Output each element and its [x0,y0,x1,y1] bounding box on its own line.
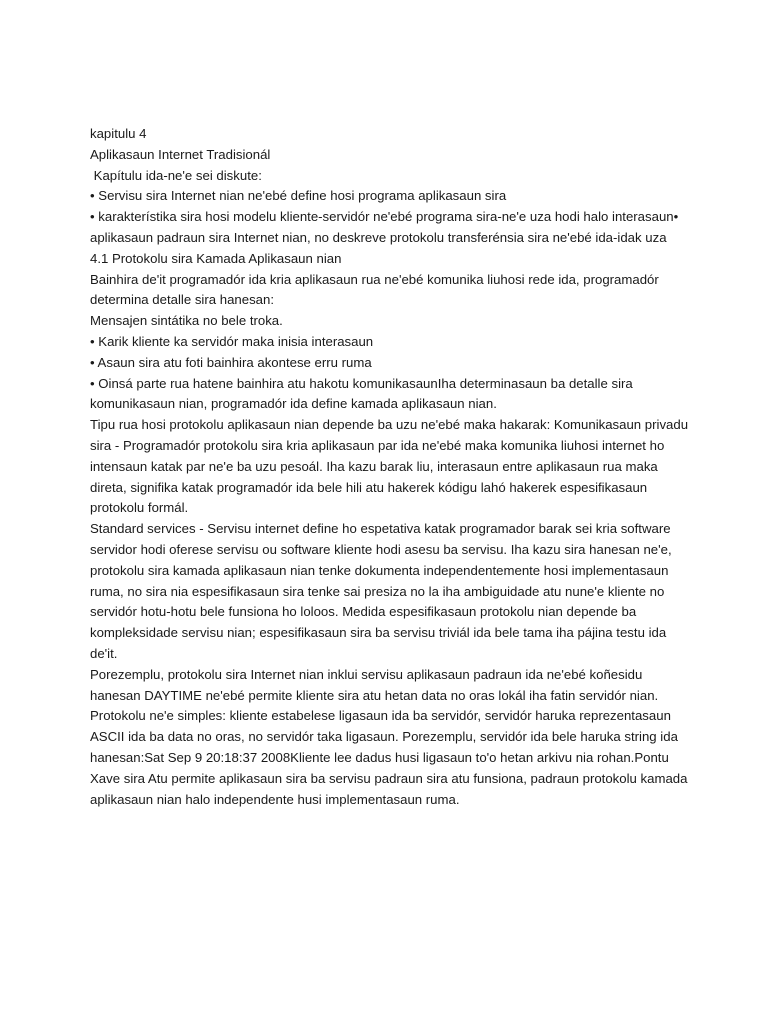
details-label: Mensajen sintátika no bele troka. [90,313,283,329]
bullet-detail-2: • Asaun sira atu foti bainhira akontese erru ruma [90,354,372,370]
document-page [90,124,690,810]
bullet-intro-2: • karakterístika sira hosi modelu kliente-servidór ne'ebé programa sira-ne'e uza hodi halo interasaun• aplikasaun padraun sira Internet nian, no deskreve protokolu transferénsia sira ne'ebé ida-idak uza [90,209,679,245]
bullet-intro-1: • Servisu sira Internet nian ne'ebé define hosi programa aplikasaun sira [90,188,507,204]
paragraph-protocol-types: Tipu rua hosi protokolu aplikasaun nian depende ba uzu ne'ebé maka hakarak: Komunikasaun privadu sira - Programadór protokolu sira kria aplikasaun par ida ne'ebé maka komunika liuhosi internet ho intensaun katak par ne'e ba uzu pesoál. Iha kazu barak liu, interasaun entre aplikasaun rua maka direta, signifika katak programadór ida bele hili atu hakerek kódigu lahó hakerek espesifikasaun protokolu formál. [90,417,689,516]
bullet-detail-1: • Karik kliente ka servidór maka inisia interasaun [90,333,374,349]
paragraph-daytime-example: Porezemplu, protokolu sira Internet nian inklui servisu aplikasaun padraun ida ne'ebé koñesidu hanesan DAYTIME ne'ebé permite kliente sira atu hetan data no oras lokál iha fatin servidór nian. Protokolu ne'e simples: kliente estabelese ligasaun ida ba servidór, servidór haruka reprezentasaun ASCII ida ba data no oras, no servidór taka ligasaun. Porezemplu, servidór ida bele haruka string ida hanesan:Sat Sep 9 20:18:37 2008Kliente lee dadus husi ligasaun to'o hetan arkivu nia rohan.Pontu Xave sira Atu permite aplikasaun sira ba servisu padraun sira atu funsiona, padraun protokolu kamada aplikasaun nian halo independente husi implementasaun ruma. [90,666,688,807]
chapter-label: kapitulu 4 [90,126,147,141]
section-title: 4.1 Protokolu sira Kamada Aplikasaun nian [90,250,342,266]
bullet-detail-3: • Oinsá parte rua hatene bainhira atu hakotu komunikasaunIha determinasaun ba detalle sira komunikasaun nian, programadór ida define kamada aplikasaun nian. [90,375,633,412]
paragraph-standard-services: Standard services - Servisu internet define ho espetativa katak programador barak sei kria software servidor hodi oferese servisu ou software kliente hodi asesu ba servisu. Iha kazu sira hanesan ne'e, protokolu sira kamada aplikasaun nian tenke dokumenta independentemente hosi implementasaun ruma, no sira nia espesifikasaun sira tenke sai presiza no la iha ambiguidade atu nune'e kliente no servidór hotu-hotu bele funsiona ho loloos. Medida espesifikasaun protokolu nian depende ba kompleksidade servisu nian; espesifikasaun sira ba servisu triviál ida bele tama iha pájina testu ida de'it. [90,521,672,661]
chapter-title: Aplikasaun Internet Tradisionál [90,146,271,162]
section-intro: Bainhira de'it programadór ida kria aplikasaun rua ne'ebé komunika liuhosi rede ida, programadór determina detalle sira hanesan: [90,271,659,308]
chapter-intro: Kapítulu ida-ne'e sei diskute: [90,167,262,183]
